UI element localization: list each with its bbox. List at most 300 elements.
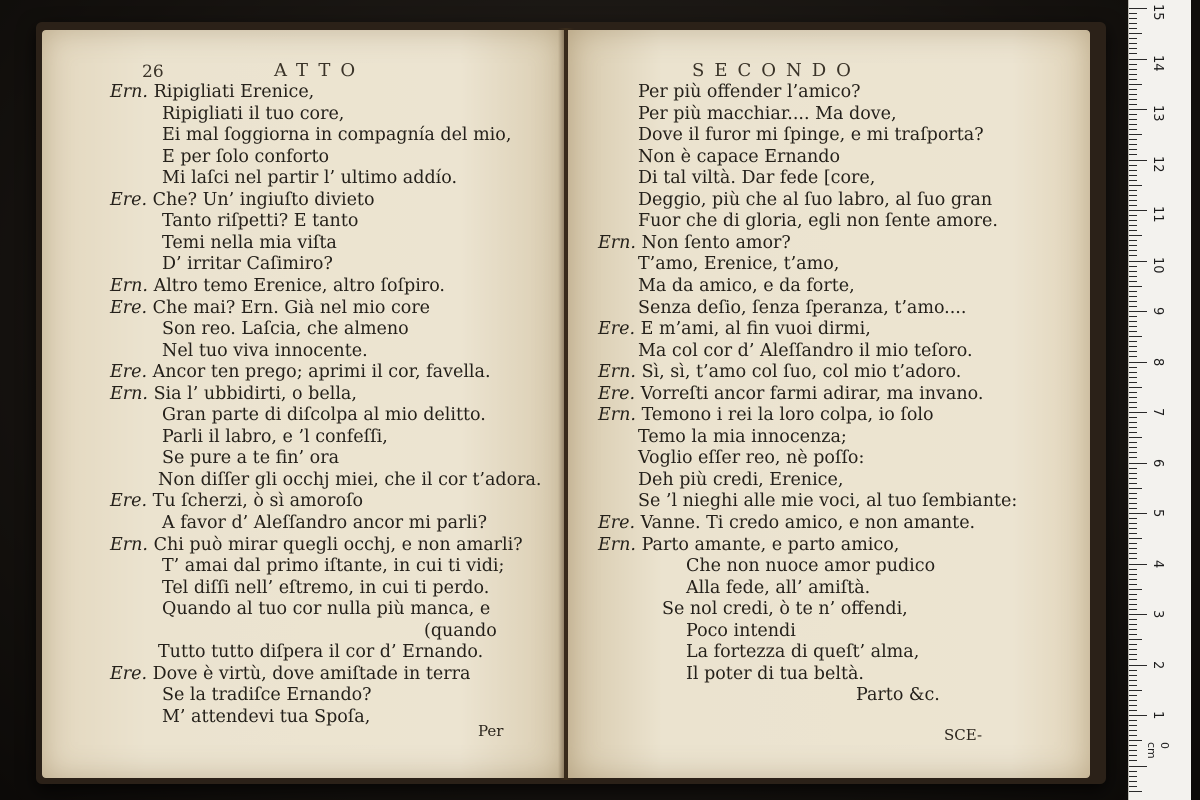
running-header-left: ATTO — [274, 60, 366, 81]
speaker-label: Ern. — [110, 534, 148, 555]
ruler-tick — [1129, 245, 1137, 246]
verse-text: Gran parte di diſcolpa al mio delitto. — [162, 405, 486, 426]
ruler-tick — [1129, 614, 1147, 615]
ruler-tick — [1129, 690, 1142, 691]
text-line — [638, 82, 861, 104]
text-line — [162, 233, 337, 255]
measuring-ruler — [1128, 0, 1191, 800]
text-line — [110, 298, 430, 320]
ruler-tick — [1129, 735, 1137, 736]
ruler-tick — [1129, 634, 1137, 635]
ruler-tick — [1129, 286, 1142, 287]
text-line — [598, 535, 899, 557]
ruler-tick — [1129, 412, 1147, 413]
text-line — [110, 535, 523, 557]
speaker-label: Ere. — [598, 319, 636, 340]
ruler-tick — [1129, 437, 1142, 438]
ruler-tick — [1129, 508, 1137, 509]
text-line — [638, 341, 973, 363]
ruler-tick — [1129, 624, 1137, 625]
ruler-tick — [1129, 230, 1137, 231]
text-line — [638, 276, 855, 298]
ruler-tick — [1129, 281, 1137, 282]
ruler-tick — [1129, 483, 1137, 484]
verse-text: Senza deſio, ſenza ſperanza, t’amo.... — [638, 297, 967, 318]
ruler-tick — [1129, 377, 1137, 378]
ruler-tick — [1129, 215, 1137, 216]
ruler-tick — [1129, 124, 1137, 125]
ruler-tick — [1129, 609, 1137, 610]
text-line — [162, 599, 490, 621]
verse-text: Quando al tuo cor nulla più manca, e — [162, 599, 491, 620]
ruler-number: 12 — [1150, 155, 1165, 173]
running-header-right: SECONDO — [692, 60, 861, 81]
ruler-tick — [1129, 649, 1137, 650]
ruler-tick — [1129, 574, 1137, 575]
verse-text: Temo la mia innocenza; — [638, 426, 847, 447]
ruler-tick — [1129, 84, 1142, 85]
text-line — [686, 642, 919, 664]
ruler-tick — [1129, 680, 1137, 681]
ruler-tick — [1129, 569, 1137, 570]
text-line — [110, 82, 314, 104]
verse-text: Temono i rei la loro colpa, io ſolo — [641, 405, 934, 426]
ruler-tick — [1129, 250, 1137, 251]
text-line — [598, 405, 934, 427]
text-line — [856, 685, 940, 707]
ruler-tick — [1129, 341, 1137, 342]
text-line — [638, 491, 1017, 513]
ruler-tick — [1129, 382, 1137, 383]
ruler-tick — [1129, 351, 1137, 352]
ruler-tick — [1129, 457, 1137, 458]
ruler-tick — [1129, 149, 1137, 150]
catchword-left: Per — [478, 722, 504, 740]
speaker-label: Ern. — [110, 275, 148, 296]
ruler-tick — [1129, 276, 1137, 277]
ruler-tick — [1129, 356, 1137, 357]
verse-text: Di tal viltà. Dar fede [core, — [638, 168, 876, 189]
ruler-tick — [1129, 160, 1147, 161]
ruler-tick — [1129, 180, 1137, 181]
ruler-tick — [1129, 659, 1137, 660]
speaker-label: Ern. — [598, 405, 636, 426]
verse-text: Che mai? Ern. Già nel mio core — [152, 297, 431, 318]
text-line — [638, 147, 840, 169]
ruler-tick — [1129, 225, 1137, 226]
text-line — [162, 578, 489, 600]
ruler-tick — [1129, 599, 1137, 600]
ruler-tick — [1129, 725, 1137, 726]
ruler-tick — [1129, 493, 1137, 494]
ruler-tick — [1129, 447, 1137, 448]
ruler-tick — [1129, 710, 1137, 711]
ruler-tick — [1129, 64, 1137, 65]
ruler-tick — [1129, 488, 1142, 489]
ruler-tick — [1129, 43, 1137, 44]
verse-text: Se pure a te fin’ ora — [162, 448, 340, 469]
ruler-tick — [1129, 781, 1137, 782]
ruler-tick — [1129, 38, 1137, 39]
ruler-tick — [1129, 589, 1142, 590]
verse-text: Che? Un’ ingiuſto divieto — [152, 189, 375, 210]
ruler-tick — [1129, 407, 1137, 408]
verse-text: Che non nuoce amor pudico — [686, 556, 936, 577]
verse-text: Se ’l nieghi alle mie voci, al tuo ſembiante: — [638, 491, 1018, 512]
ruler-tick — [1129, 422, 1137, 423]
verse-text: Parli il labro, e ’l confeſſi, — [162, 426, 388, 447]
verse-text: E per ſolo conforto — [162, 146, 330, 167]
text-line — [162, 147, 329, 169]
ruler-tick — [1129, 13, 1137, 14]
ruler-tick — [1129, 134, 1142, 135]
verse-text: Altro temo Erenice, altro ſoſpiro. — [153, 275, 445, 296]
ruler-tick — [1129, 786, 1137, 787]
ruler-number: 7 — [1150, 408, 1165, 417]
text-line — [638, 190, 992, 212]
ruler-number: 5 — [1150, 509, 1165, 518]
ruler-tick — [1129, 543, 1137, 544]
verse-text: Dove è virtù, dove amiſtade in terra — [152, 663, 471, 684]
ruler-tick — [1129, 644, 1137, 645]
verse-text: E m’ami, al fin vuoi dirmi, — [640, 319, 871, 340]
ruler-number: 15 — [1150, 4, 1165, 21]
text-line — [110, 276, 445, 298]
ruler-tick — [1129, 175, 1137, 176]
verse-text: Alla fede, all’ amiſtà. — [686, 577, 871, 598]
speaker-label: Ern. — [598, 232, 636, 253]
speaker-label: Ern. — [598, 362, 636, 383]
ruler-tick — [1129, 346, 1137, 347]
ruler-tick — [1129, 129, 1137, 130]
verse-text: Voglio eſſer reo, nè poſſo: — [638, 448, 865, 469]
verse-text: Non ſento amor? — [641, 232, 791, 253]
ruler-tick — [1129, 23, 1137, 24]
ruler-tick — [1129, 311, 1147, 312]
text-line — [638, 125, 984, 147]
ruler-tick — [1129, 594, 1137, 595]
ruler-tick — [1129, 154, 1137, 155]
text-line — [598, 513, 975, 535]
verse-text: Mi laſci nel partir l’ ultimo addío. — [162, 168, 458, 189]
ruler-tick — [1129, 89, 1137, 90]
ruler-tick — [1129, 372, 1137, 373]
verse-text: Ripigliati il tuo core, — [162, 103, 345, 124]
verse-text: Deh più credi, Erenice, — [638, 469, 844, 490]
ruler-tick — [1129, 463, 1147, 464]
verse-text: Chi può mirar quegli occhj, e non amarli? — [153, 534, 523, 555]
ruler-tick — [1129, 240, 1137, 241]
ruler-tick — [1129, 326, 1137, 327]
ruler-tick — [1129, 185, 1142, 186]
ruler-tick — [1129, 685, 1137, 686]
ruler-tick — [1129, 392, 1137, 393]
ruler-tick — [1129, 18, 1137, 19]
text-line — [162, 319, 409, 341]
ruler-tick — [1129, 235, 1142, 236]
text-line — [638, 168, 875, 190]
ruler-tick — [1129, 654, 1137, 655]
text-line — [598, 319, 871, 341]
ruler-tick — [1129, 220, 1137, 221]
ruler-tick — [1129, 367, 1137, 368]
ruler-number: 6 — [1150, 458, 1165, 467]
ruler-tick — [1129, 336, 1142, 337]
ruler-tick — [1129, 144, 1137, 145]
text-line — [686, 621, 796, 643]
ruler-tick — [1129, 553, 1137, 554]
ruler-tick — [1129, 69, 1137, 70]
ruler-tick — [1129, 79, 1137, 80]
speaker-label: Ere. — [110, 297, 148, 318]
ruler-number: 9 — [1150, 307, 1165, 316]
ruler-tick — [1129, 59, 1147, 60]
ruler-tick — [1129, 402, 1137, 403]
ruler-tick — [1129, 165, 1137, 166]
ruler-tick — [1129, 730, 1137, 731]
verse-text: Son reo. Laſcia, che almeno — [162, 319, 409, 340]
ruler-tick — [1129, 331, 1137, 332]
speaker-label: Ern. — [110, 383, 148, 404]
text-line — [162, 448, 339, 470]
speaker-label: Ere. — [110, 491, 148, 512]
ruler-tick — [1129, 776, 1137, 777]
ruler-tick — [1129, 715, 1147, 716]
verse-text: Parto amante, e parto amico, — [641, 534, 900, 555]
ruler-number: 8 — [1150, 357, 1165, 366]
verse-text: T’ amai dal primo iſtante, in cui ti vidi; — [162, 556, 505, 577]
ruler-tick — [1129, 53, 1137, 54]
text-line — [162, 513, 487, 535]
speaker-label: Ere. — [110, 663, 148, 684]
ruler-tick — [1129, 558, 1137, 559]
verse-text: M’ attendevi tua Spoſa, — [162, 706, 371, 727]
text-line — [598, 233, 791, 255]
ruler-tick — [1129, 670, 1137, 671]
text-line — [686, 578, 870, 600]
ruler-tick — [1129, 397, 1137, 398]
verse-text: Temi nella mia viſta — [162, 232, 337, 253]
ruler-tick — [1129, 74, 1137, 75]
ruler-tick — [1129, 740, 1142, 741]
text-line — [162, 125, 511, 147]
ruler-tick — [1129, 48, 1137, 49]
verse-text: Non diſſer gli occhj miei, che il cor t’adora. — [158, 469, 542, 490]
speaker-label: Ern. — [598, 534, 636, 555]
ruler-tick — [1129, 301, 1137, 302]
ruler-tick — [1129, 745, 1137, 746]
ruler-tick — [1129, 695, 1137, 696]
verse-text: Sia l’ ubbidirti, o bella, — [153, 383, 357, 404]
ruler-tick — [1129, 468, 1137, 469]
text-line — [110, 664, 470, 686]
ruler-tick — [1129, 771, 1137, 772]
ruler-number: 2 — [1150, 660, 1165, 669]
ruler-tick — [1129, 518, 1137, 519]
ruler-tick — [1129, 705, 1137, 706]
ruler-tick — [1129, 261, 1147, 262]
ruler-tick — [1129, 513, 1147, 514]
verse-text: Ripigliati Erenice, — [153, 82, 315, 102]
ruler-number: 10 — [1150, 256, 1165, 274]
ruler-tick — [1129, 316, 1137, 317]
ruler-tick — [1129, 564, 1147, 565]
text-line — [162, 685, 372, 707]
ruler-tick — [1129, 33, 1142, 34]
ruler-tick — [1129, 639, 1142, 640]
ruler-tick — [1129, 427, 1137, 428]
ruler-tick — [1129, 200, 1137, 201]
verse-text: Fuor che di gloria, egli non ſente amore. — [638, 211, 998, 232]
verse-text: Per più macchiar.... Ma dove, — [638, 103, 897, 124]
verse-text: Non è capace Ernando — [638, 146, 841, 167]
speaker-label: Ern. — [110, 82, 148, 102]
catchword-right: SCE- — [944, 726, 983, 744]
ruler-tick — [1129, 604, 1137, 605]
verse-text: Per più offender l’amico? — [638, 82, 861, 102]
verse-text: La fortezza di queſt’ alma, — [686, 642, 920, 663]
text-line — [162, 254, 333, 276]
ruler-tick — [1129, 619, 1137, 620]
ruler-tick — [1129, 523, 1137, 524]
verse-text: (quando — [424, 620, 497, 641]
text-line — [110, 384, 357, 406]
ruler-tick — [1129, 170, 1137, 171]
ruler-tick — [1129, 629, 1137, 630]
ruler-tick — [1129, 755, 1137, 756]
ruler-tick — [1129, 94, 1137, 95]
text-line — [162, 168, 457, 190]
ruler-tick — [1129, 533, 1137, 534]
ruler-tick — [1129, 271, 1137, 272]
text-line — [638, 427, 847, 449]
verse-text: Dove il furor mi ſpinge, e mi traſporta? — [638, 125, 984, 146]
ruler-tick — [1129, 190, 1137, 191]
ruler-tick — [1129, 8, 1147, 9]
verse-text: Se la tradiſce Ernando? — [162, 685, 372, 706]
ruler-tick — [1129, 452, 1137, 453]
ruler-tick — [1129, 478, 1137, 479]
ruler-tick — [1129, 700, 1137, 701]
ruler-tick — [1129, 114, 1137, 115]
text-line — [162, 427, 388, 449]
ruler-tick — [1129, 503, 1137, 504]
text-line — [638, 448, 864, 470]
text-line — [598, 362, 961, 384]
ruler-tick — [1129, 104, 1137, 105]
verse-text: Tanto riſpetti? E tanto — [162, 211, 359, 232]
ruler-tick — [1129, 579, 1137, 580]
ruler-tick — [1129, 266, 1137, 267]
ruler-tick — [1129, 432, 1137, 433]
ruler-tick — [1129, 442, 1137, 443]
verse-text: Ma col cor d’ Aleſſandro il mio teſoro. — [638, 340, 973, 361]
ruler-tick — [1129, 498, 1137, 499]
text-line — [638, 104, 897, 126]
text-line — [598, 384, 983, 406]
ruler-tick — [1129, 766, 1147, 767]
ruler-number: 13 — [1150, 105, 1165, 122]
ruler-tick — [1129, 139, 1137, 140]
text-line — [662, 599, 908, 621]
ruler-tick — [1129, 387, 1142, 388]
ruler-number: 1 — [1150, 711, 1165, 720]
ruler-tick — [1129, 791, 1142, 792]
ruler-tick — [1129, 548, 1137, 549]
text-line — [638, 298, 966, 320]
text-line — [162, 405, 486, 427]
text-line — [110, 362, 491, 384]
text-line — [162, 341, 368, 363]
ruler-tick — [1129, 109, 1147, 110]
text-line — [162, 556, 504, 578]
ruler-tick — [1129, 675, 1137, 676]
verse-text: Tutto tutto diſpera il cor d’ Ernando. — [158, 642, 484, 663]
verse-text: Vorreſti ancor farmi adirar, ma invano. — [640, 383, 984, 404]
ruler-tick — [1129, 473, 1137, 474]
text-line — [686, 556, 935, 578]
verse-text: Parto &c. — [856, 685, 940, 706]
verse-text: Vanne. Ti credo amico, e non amante. — [640, 513, 976, 533]
right-page — [568, 30, 1090, 778]
ruler-tick — [1129, 665, 1147, 666]
verse-text: Ei mal ſoggiorna in compagnía del mio, — [162, 125, 512, 146]
ruler-tick — [1129, 28, 1137, 29]
ruler-tick — [1129, 362, 1147, 363]
ruler-number: 11 — [1150, 206, 1165, 223]
verse-text: Sì, sì, t’amo col ſuo, col mio t’adoro. — [641, 362, 962, 383]
ruler-tick — [1129, 99, 1137, 100]
text-line — [638, 470, 843, 492]
text-line — [162, 104, 344, 126]
ruler-tick — [1129, 296, 1137, 297]
ruler-unit-label: 0 cm — [1145, 742, 1171, 759]
speaker-label: Ere. — [598, 383, 636, 404]
ruler-number: 3 — [1150, 610, 1165, 619]
verse-text: Tu ſcherzi, ò sì amoroſo — [152, 491, 364, 512]
ruler-tick — [1129, 255, 1137, 256]
text-line — [162, 211, 358, 233]
text-line — [424, 621, 497, 643]
text-line — [162, 707, 370, 729]
verse-text: Ancor ten prego; aprimi il cor, favella. — [152, 362, 491, 383]
ruler-tick — [1129, 321, 1137, 322]
text-line — [158, 642, 483, 664]
speaker-label: Ere. — [110, 189, 148, 210]
verse-text: A favor d’ Aleſſandro ancor mi parli? — [162, 513, 488, 533]
ruler-tick — [1129, 584, 1137, 585]
speaker-label: Ere. — [110, 362, 148, 383]
text-line — [638, 254, 839, 276]
text-line — [158, 470, 542, 492]
ruler-tick — [1129, 205, 1137, 206]
ruler-tick — [1129, 291, 1137, 292]
speaker-label: Ere. — [598, 513, 636, 533]
verse-text: Il poter di tua beltà. — [686, 663, 864, 684]
page-number: 26 — [142, 62, 164, 82]
ruler-tick — [1129, 195, 1137, 196]
ruler-tick — [1129, 306, 1137, 307]
ruler-tick — [1129, 750, 1137, 751]
ruler-tick — [1129, 417, 1137, 418]
left-page — [42, 30, 564, 778]
verse-text: D’ irritar Caſimiro? — [162, 254, 333, 275]
verse-text: T’amo, Erenice, t’amo, — [638, 254, 840, 275]
verse-text: Poco intendi — [686, 620, 796, 641]
verse-text: Se nol credi, ò te n’ offendi, — [662, 599, 908, 620]
text-line — [110, 491, 363, 513]
verse-text: Tel diſſi nell’ eſtremo, in cui ti perdo. — [162, 577, 490, 598]
